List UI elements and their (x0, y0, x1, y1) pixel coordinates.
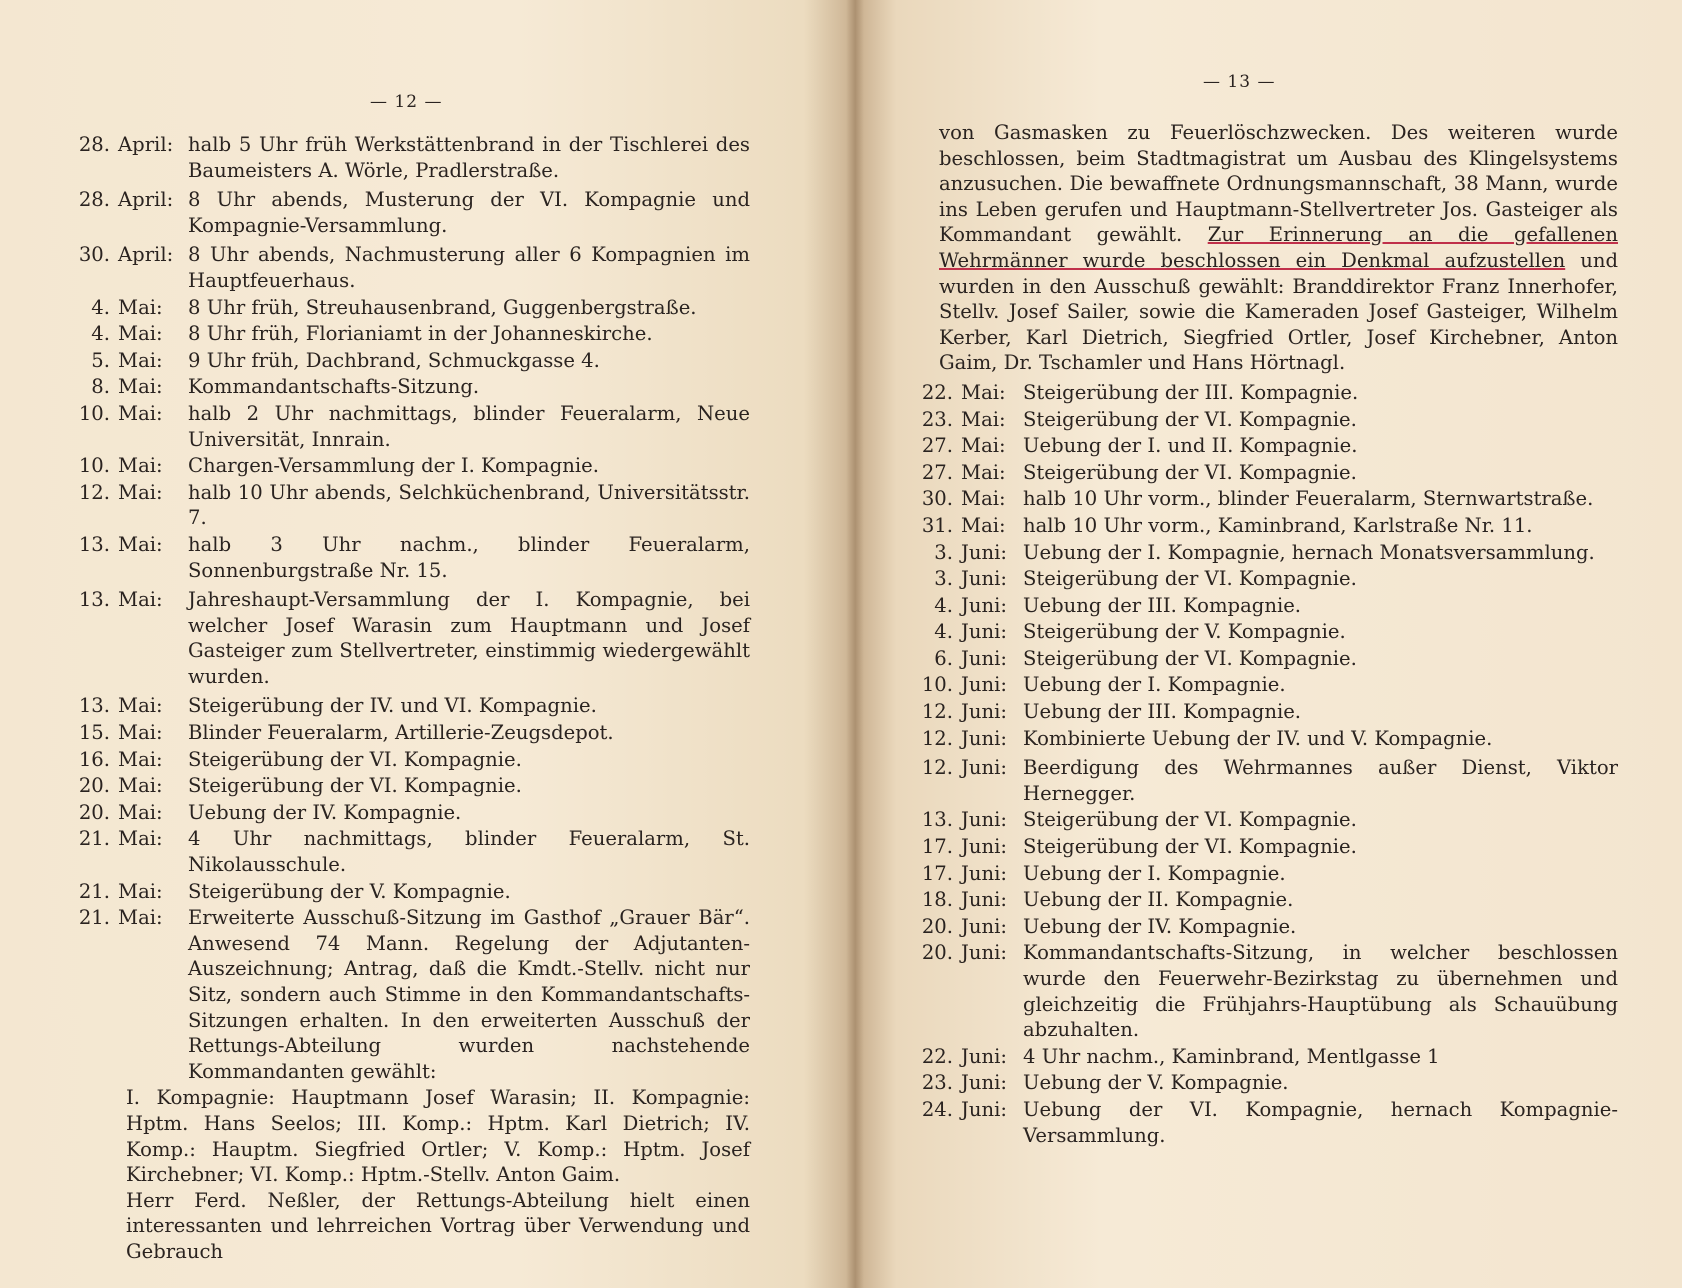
entry-month: Juni: (961, 700, 1007, 724)
entry-text: 8 Uhr früh, Florianiamt in der Johanneskirche. (188, 322, 653, 346)
entry-date (913, 726, 1023, 752)
entry-day: 12. (921, 700, 953, 724)
entry-day: 8. (91, 375, 110, 399)
list-item (913, 887, 1618, 913)
list-item (913, 807, 1618, 833)
entry-month: Mai: (961, 487, 1006, 511)
entry-date (70, 826, 188, 877)
entry-text: Steigerübung der VI. Kompagnie. (1023, 808, 1357, 832)
entry-day: 10. (78, 454, 110, 478)
entry-day: 4. (91, 322, 110, 346)
entry-text: Beerdigung des Wehrmannes außer Dienst, Viktor Hernegger. (1023, 756, 1618, 805)
entry-day: 31. (921, 513, 953, 537)
entry-date (913, 407, 1023, 433)
entry-date (70, 374, 188, 400)
entry-month: Mai: (118, 348, 163, 372)
entry-day: 10. (78, 401, 110, 425)
entry-text: Uebung der I. Kompagnie. (1023, 861, 1286, 885)
entry-date (913, 540, 1023, 566)
list-item (70, 879, 750, 905)
entry-date (70, 587, 188, 689)
entry-text: Uebung der III. Kompagnie. (1023, 593, 1302, 617)
entry-day: 22. (921, 1044, 953, 1068)
list-item (913, 566, 1618, 592)
entry-day: 27. (921, 460, 953, 484)
entry-month: Mai: (118, 322, 163, 346)
entry-day: 12. (921, 756, 953, 780)
entry-text: 4 Uhr nachm., Kaminbrand, Mentlgasse 1 (1023, 1044, 1440, 1068)
entry-date (70, 532, 188, 583)
entry-month: Mai: (961, 380, 1006, 404)
entry-month: Mai: (118, 295, 163, 319)
entry-text: Steigerübung der VI. Kompagnie. (1023, 407, 1357, 431)
entry-date (70, 187, 188, 238)
entry-date (913, 513, 1023, 539)
entry-text: Uebung der I. Kompagnie, hernach Monatsversammlung. (1023, 540, 1595, 564)
entry-day: 4. (934, 620, 953, 644)
entry-day: 13. (78, 588, 110, 612)
list-item (70, 587, 750, 689)
entry-day: 4. (934, 593, 953, 617)
list-item (913, 540, 1618, 566)
entry-text: Jahreshaupt-Versammlung der I. Kompagnie, bei welcher Josef Warasin zum Hauptmann und Josef Gasteiger zum Stellvertreter, einstimmig wiedergewählt wurden. (188, 588, 750, 688)
entry-date (913, 593, 1023, 619)
entry-list (70, 132, 750, 1265)
list-item (70, 187, 750, 238)
entry-text: Steigerübung der III. Kompagnie. (1023, 380, 1359, 404)
entry-month: Juni: (961, 808, 1007, 832)
list-item (913, 486, 1618, 512)
entry-day: 3. (934, 567, 953, 591)
entry-month: April: (118, 133, 174, 156)
entry-date (70, 348, 188, 374)
entry-day: 23. (921, 1071, 953, 1095)
entry-month: Juni: (961, 646, 1007, 670)
entry-month: Juni: (961, 861, 1007, 885)
entry-date (913, 380, 1023, 406)
entry-date (913, 460, 1023, 486)
entry-day: 18. (921, 888, 953, 912)
entry-date (70, 720, 188, 746)
entry-text: Steigerübung der VI. Kompagnie. (1023, 567, 1357, 591)
entry-day: 21. (78, 906, 110, 930)
entry-text: Steigerübung der VI. Kompagnie. (1023, 646, 1357, 670)
entry-text: 8 Uhr abends, Nachmusterung aller 6 Kompagnien im Hauptfeuerhaus. (188, 243, 750, 292)
entry-day: 10. (921, 673, 953, 697)
entry-month: Mai: (118, 401, 163, 425)
entry-day: 13. (78, 694, 110, 718)
list-item (70, 401, 750, 452)
list-item (70, 905, 750, 1084)
entry-month: Mai: (118, 827, 163, 851)
continuation-text: von Gasmasken zu Feuerlöschzwecken. Des weiteren wurde beschlossen, beim Stadtmagistrat um Ausbau des Klingelsystems anzusuchen. Die bewaffnete Ordnungsmannschaft, 38 Mann, wurde ins Leben gerufen und Hauptmann-Stellvertreter Jos. Gasteiger als Kommandant gewählt. (939, 121, 1618, 247)
list-item (913, 1097, 1618, 1148)
list-item (70, 295, 750, 321)
entry-text: Uebung der III. Kompagnie. (1023, 700, 1302, 724)
entry-day: 20. (78, 800, 110, 824)
entry-text: 9 Uhr früh, Dachbrand, Schmuckgasse 4. (188, 348, 600, 372)
list-item (913, 834, 1618, 860)
list-item (913, 755, 1618, 806)
entry-date (70, 879, 188, 905)
entry-date (913, 861, 1023, 887)
entry-month: Mai: (118, 800, 163, 824)
body-paragraph: Herr Ferd. Neßler, der Rettungs-Abteilung hielt einen interessanten und lehrreichen Vortrag über Verwendung und Gebrauch (126, 1188, 750, 1263)
entry-text: Steigerübung der VI. Kompagnie. (1023, 835, 1357, 859)
entry-month: April: (118, 188, 174, 212)
entry-day: 24. (921, 1097, 953, 1121)
entry-day: 5. (91, 348, 110, 372)
entry-month: Mai: (118, 375, 163, 399)
entry-month: Juni: (961, 540, 1007, 564)
list-item (913, 460, 1618, 486)
entry-date (70, 747, 188, 773)
entry-text: Erweiterte Ausschuß-Sitzung im Gasthof „Grauer Bär“. Anwesend 74 Mann. Regelung der Adjutanten-Auszeichnung; Antrag, daß die Kmdt.-Stellv. nicht nur Sitz, sondern auch Stimme in den Kommandantschafts-Sitzungen erhalten. In den erweiterten Ausschuß der Rettungs-Abteilung wurden nachstehende Kommandanten gewählt: (188, 906, 750, 1083)
entry-month: Juni: (961, 620, 1007, 644)
entry-date (70, 321, 188, 347)
entry-text: halb 10 Uhr abends, Selchküchenbrand, Universitätsstr. 7. (188, 480, 750, 530)
list-item (70, 374, 750, 400)
entry-text: Kommandantschafts-Sitzung, in welcher beschlossen wurde den Feuerwehr-Bezirkstag zu übernehmen und gleichzeitig die Frühjahrs-Hauptübung als Schauübung abzuhalten. (1023, 941, 1618, 1042)
entry-day: 20. (78, 774, 110, 798)
entry-date (70, 132, 188, 183)
entry-month: Juni: (961, 835, 1007, 859)
entry-text: Steigerübung der VI. Kompagnie. (188, 747, 522, 771)
entry-date (70, 800, 188, 826)
list-item (70, 826, 750, 877)
entry-month: Juni: (961, 567, 1007, 591)
entry-month: Mai: (961, 460, 1006, 484)
entry-month: Juni: (961, 941, 1007, 965)
entry-date (913, 807, 1023, 833)
list-item (913, 593, 1618, 619)
entry-month: Juni: (961, 1097, 1007, 1121)
entry-month: Mai: (961, 434, 1006, 458)
list-item (913, 1070, 1618, 1096)
entry-text: Uebung der V. Kompagnie. (1023, 1071, 1289, 1095)
list-item (913, 914, 1618, 940)
continuation-text: und wurden in den Ausschuß gewählt: Branddirektor Franz Innerhofer, Stellv. Josef Sailer, sowie die Kameraden Josef Gasteiger, Wilhelm Kerber, Karl Dietrich, Siegfried Ortler, Josef Kirchebner, Anton Gaim, Dr. Tschamler und Hans Hörtnagl. (939, 248, 1618, 375)
entry-day: 17. (921, 861, 953, 885)
entry-text: halb 2 Uhr nachmittags, blinder Feueralarm, Neue Universität, Innrain. (188, 401, 750, 451)
underlined-text: Zur Erinnerung an die gefallenen Wehrmänner wurde beschlossen ein Denkmal aufzustellen (939, 223, 1618, 272)
entry-day: 13. (921, 808, 953, 832)
entry-day: 28. (78, 188, 110, 212)
entry-day: 21. (78, 879, 110, 903)
entry-day: 16. (78, 747, 110, 771)
entry-day: 3. (934, 540, 953, 564)
entry-date (70, 773, 188, 799)
list-item (913, 861, 1618, 887)
list-item (70, 800, 750, 826)
entry-month: Juni: (961, 914, 1007, 938)
entry-date (913, 433, 1023, 459)
list-item (913, 380, 1618, 406)
list-item (913, 646, 1618, 672)
list-item (70, 693, 750, 719)
list-item (913, 699, 1618, 725)
entry-day: 22. (921, 380, 953, 404)
entry-text: halb 5 Uhr früh Werkstättenbrand in der Tischlerei des Baumeisters A. Wörle, Pradlerstraße. (188, 133, 750, 182)
list-item (70, 132, 750, 183)
entry-text: Steigerübung der IV. und VI. Kompagnie. (188, 694, 597, 718)
entry-date (913, 646, 1023, 672)
entry-day: 20. (921, 914, 953, 938)
entry-month: Mai: (961, 407, 1006, 431)
entry-day: 21. (78, 827, 110, 851)
entry-day: 23. (921, 407, 953, 431)
list-item (913, 672, 1618, 698)
entry-month: Juni: (961, 673, 1007, 697)
list-item (913, 513, 1618, 539)
entry-text: Uebung der IV. Kompagnie. (1023, 914, 1297, 938)
entry-date (70, 480, 188, 531)
entry-text: Kommandantschafts-Sitzung. (188, 375, 480, 399)
entry-day: 12. (78, 480, 110, 504)
entry-text: Steigerübung der VI. Kompagnie. (1023, 460, 1357, 484)
entry-day: 30. (78, 243, 110, 267)
entry-text: Blinder Feueralarm, Artillerie-Zeugsdepot. (188, 721, 614, 745)
entry-text: halb 3 Uhr nachm., blinder Feueralarm, Sonnenburgstraße Nr. 15. (188, 532, 750, 582)
entry-date (913, 1097, 1023, 1148)
entry-list (913, 120, 1618, 1149)
entry-date (70, 453, 188, 479)
body-paragraph: I. Kompagnie: Hauptmann Josef Warasin; II. Kompagnie: Hptm. Hans Seelos; III. Komp.: Hptm. Karl Dietrich; IV. Komp.: Hauptm. Siegfried Ortler; V. Komp.: Hptm. Josef Kirchebner; VI. Komp.: Hptm.-Stellv. Anton Gaim. (126, 1086, 750, 1187)
entry-month: Juni: (961, 756, 1007, 780)
entry-month: Mai: (118, 747, 163, 771)
entry-month: Mai: (118, 480, 163, 504)
entry-month: Juni: (961, 593, 1007, 617)
entry-month: Juni: (961, 1044, 1007, 1068)
list-item (70, 532, 750, 583)
entry-day: 4. (91, 295, 110, 319)
entry-month: Mai: (118, 454, 163, 478)
entry-date (70, 905, 188, 1084)
entry-text: Uebung der I. und II. Kompagnie. (1023, 434, 1358, 458)
entry-text: Uebung der VI. Kompagnie, hernach Kompagnie-Versammlung. (1023, 1097, 1618, 1147)
right-page (855, 0, 1682, 1288)
list-item (70, 480, 750, 531)
entry-date (913, 672, 1023, 698)
entry-date (913, 1044, 1023, 1070)
entry-text: Kombinierte Uebung der IV. und V. Kompagnie. (1023, 726, 1493, 750)
list-item (70, 242, 750, 293)
list-item (70, 453, 750, 479)
entry-day: 13. (78, 532, 110, 556)
entry-text: Steigerübung der V. Kompagnie. (1023, 620, 1346, 644)
list-item (913, 619, 1618, 645)
entry-month: Mai: (118, 588, 163, 612)
entry-month: Mai: (118, 879, 163, 903)
entry-day: 20. (921, 941, 953, 965)
entry-date (70, 242, 188, 293)
entry-month: Mai: (961, 513, 1006, 537)
list-item (913, 726, 1618, 752)
entry-day: 6. (934, 646, 953, 670)
list-item (70, 747, 750, 773)
entry-text: Steigerübung der VI. Kompagnie. (188, 774, 522, 798)
list-item (913, 433, 1618, 459)
entry-month: Mai: (118, 694, 163, 718)
entry-month: April: (118, 243, 174, 267)
entry-date (913, 887, 1023, 913)
entry-date (913, 566, 1023, 592)
continuation-paragraph (939, 120, 1618, 376)
entry-text: 8 Uhr abends, Musterung der VI. Kompagnie und Kompagnie-Versammlung. (188, 188, 750, 237)
entry-day: 27. (921, 434, 953, 458)
entry-month: Mai: (118, 532, 163, 556)
entry-text: Steigerübung der V. Kompagnie. (188, 879, 511, 903)
list-item (913, 407, 1618, 433)
list-item (913, 1044, 1618, 1070)
page-number: — 13 — (1203, 72, 1276, 92)
entry-text: 8 Uhr früh, Streuhausenbrand, Guggenbergstraße. (188, 295, 697, 319)
book-gutter (846, 0, 864, 1288)
entry-text: Uebung der I. Kompagnie. (1023, 673, 1286, 697)
list-item (70, 321, 750, 347)
entry-month: Mai: (118, 774, 163, 798)
list-item (913, 940, 1618, 1042)
entry-month: Juni: (961, 726, 1007, 750)
entry-day: 17. (921, 835, 953, 859)
entry-day: 12. (921, 726, 953, 750)
entry-text: Chargen-Versammlung der I. Kompagnie. (188, 454, 599, 478)
entry-month: Mai: (118, 721, 163, 745)
entry-date (70, 693, 188, 719)
list-item (70, 348, 750, 374)
entry-text: Uebung der II. Kompagnie. (1023, 888, 1294, 912)
entry-date (913, 940, 1023, 1042)
entry-text: halb 10 Uhr vorm., blinder Feueralarm, Sternwartstraße. (1023, 487, 1594, 511)
entry-text: halb 10 Uhr vorm., Kaminbrand, Karlstraße Nr. 11. (1023, 513, 1533, 537)
entry-day: 15. (78, 721, 110, 745)
entry-day: 30. (921, 487, 953, 511)
entry-month: Mai: (118, 906, 163, 930)
entry-date (70, 401, 188, 452)
entry-month: Juni: (961, 1071, 1007, 1095)
entry-date (913, 755, 1023, 806)
entry-date (70, 295, 188, 321)
entry-date (913, 1070, 1023, 1096)
list-item (70, 773, 750, 799)
entry-date (913, 619, 1023, 645)
entry-date (913, 914, 1023, 940)
entry-text: 4 Uhr nachmittags, blinder Feueralarm, St. Nikolausschule. (188, 827, 750, 877)
list-item (70, 720, 750, 746)
entry-date (913, 834, 1023, 860)
entry-month: Juni: (961, 888, 1007, 912)
entry-date (913, 699, 1023, 725)
page-number: — 12 — (370, 92, 443, 112)
entry-day: 28. (78, 133, 110, 156)
entry-date (913, 486, 1023, 512)
entry-text: Uebung der IV. Kompagnie. (188, 800, 462, 824)
